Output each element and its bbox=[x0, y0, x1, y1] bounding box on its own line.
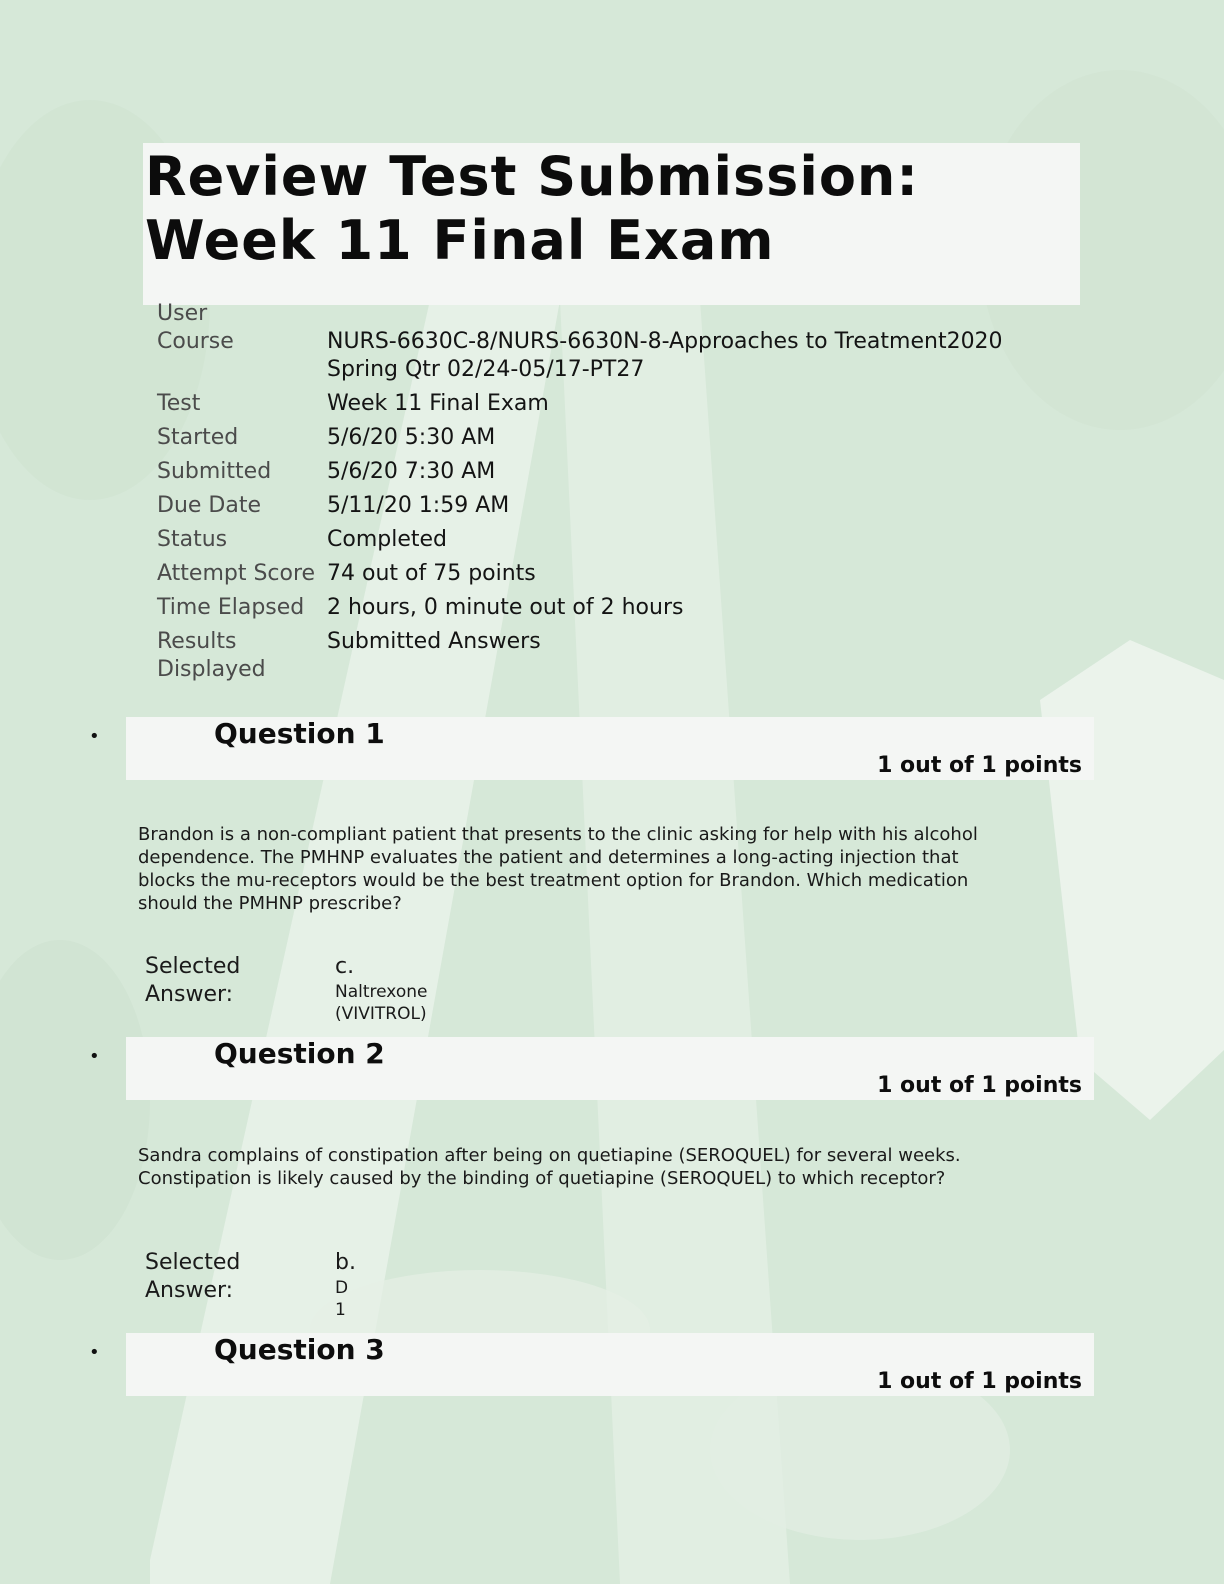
meta-row-status bbox=[157, 526, 1077, 554]
meta-label: Attempt Score bbox=[157, 561, 316, 586]
answer-text: Naltrexone bbox=[335, 982, 428, 1002]
meta-value: Week 11 Final Exam bbox=[327, 391, 549, 416]
meta-row-test bbox=[157, 390, 1077, 418]
page-title-line1: Review Test Submission: bbox=[145, 145, 919, 208]
question-bullet: • bbox=[89, 1046, 100, 1067]
page-title bbox=[143, 143, 1080, 273]
question-3-header bbox=[126, 1333, 1094, 1396]
meta-label: Status bbox=[157, 527, 228, 552]
answer-letter: c. bbox=[335, 954, 355, 979]
meta-value: NURS-6630C-8/NURS-6630N-8-Approaches to Treatment2020 Spring Qtr 02/24-05/17-PT27 bbox=[327, 329, 1003, 382]
question-bullet: • bbox=[89, 1342, 100, 1363]
meta-row-started bbox=[157, 424, 1077, 452]
meta-value bbox=[327, 300, 1047, 328]
question-title: Question 2 bbox=[214, 1037, 385, 1070]
question-bullet: • bbox=[89, 726, 100, 747]
meta-label: Submitted bbox=[157, 459, 272, 484]
title-box bbox=[143, 143, 1080, 305]
meta-label: Course bbox=[157, 329, 234, 354]
question-2-header bbox=[126, 1037, 1094, 1100]
meta-value: Submitted Answers bbox=[327, 629, 541, 654]
selected-answer bbox=[145, 1249, 565, 1321]
question-title: Question 1 bbox=[214, 717, 385, 750]
meta-label: Results Displayed bbox=[157, 629, 266, 682]
answer-letter: b. bbox=[335, 1250, 356, 1275]
meta-row-results-displayed bbox=[157, 628, 1077, 684]
meta-row-user bbox=[157, 300, 1077, 328]
submission-details bbox=[157, 300, 1077, 690]
meta-row-submitted bbox=[157, 458, 1077, 486]
question-1-header bbox=[126, 717, 1094, 780]
selected-answer-label: Selected Answer: bbox=[145, 954, 241, 1007]
meta-value: 5/6/20 5:30 AM bbox=[327, 425, 496, 450]
selected-answer-value bbox=[335, 1249, 356, 1321]
answer-text: D bbox=[335, 1278, 349, 1298]
meta-label: Test bbox=[157, 391, 201, 416]
answer-text: 1 bbox=[335, 1300, 346, 1320]
meta-label: Started bbox=[157, 425, 239, 450]
meta-row-attempt-score bbox=[157, 560, 1077, 588]
question-text: Brandon is a non-compliant patient that presents to the clinic asking for help with his alcohol dependence. The PMHNP evaluates the patient and determines a long-acting injection that blocks the mu-receptors would be the best treatment option for Brandon. Which medication should the PMHNP prescribe? bbox=[138, 824, 978, 914]
question-points: 1 out of 1 points bbox=[877, 1073, 1082, 1098]
meta-value: 74 out of 75 points bbox=[327, 561, 536, 586]
selected-answer-value bbox=[335, 953, 427, 1025]
meta-label: User bbox=[157, 301, 208, 326]
meta-value: 2 hours, 0 minute out of 2 hours bbox=[327, 595, 684, 620]
meta-row-course bbox=[157, 328, 1077, 384]
question-points: 1 out of 1 points bbox=[877, 753, 1082, 778]
selected-answer-label: Selected Answer: bbox=[145, 1250, 241, 1303]
question-title: Question 3 bbox=[214, 1333, 385, 1366]
meta-label: Due Date bbox=[157, 493, 261, 518]
page-title-line2: Week 11 Final Exam bbox=[145, 209, 775, 272]
meta-label: Time Elapsed bbox=[157, 595, 305, 620]
question-points: 1 out of 1 points bbox=[877, 1369, 1082, 1394]
meta-value: Completed bbox=[327, 527, 447, 552]
meta-row-time-elapsed bbox=[157, 594, 1077, 622]
meta-row-due-date bbox=[157, 492, 1077, 520]
meta-value: 5/6/20 7:30 AM bbox=[327, 459, 496, 484]
answer-text: (VIVITROL) bbox=[335, 1004, 427, 1024]
selected-answer bbox=[145, 953, 565, 1025]
meta-value: 5/11/20 1:59 AM bbox=[327, 493, 510, 518]
question-text: Sandra complains of constipation after being on quetiapine (SEROQUEL) for several weeks. Constipation is likely caused by the binding of quetiapine (SEROQUEL) to which receptor? bbox=[138, 1145, 961, 1189]
